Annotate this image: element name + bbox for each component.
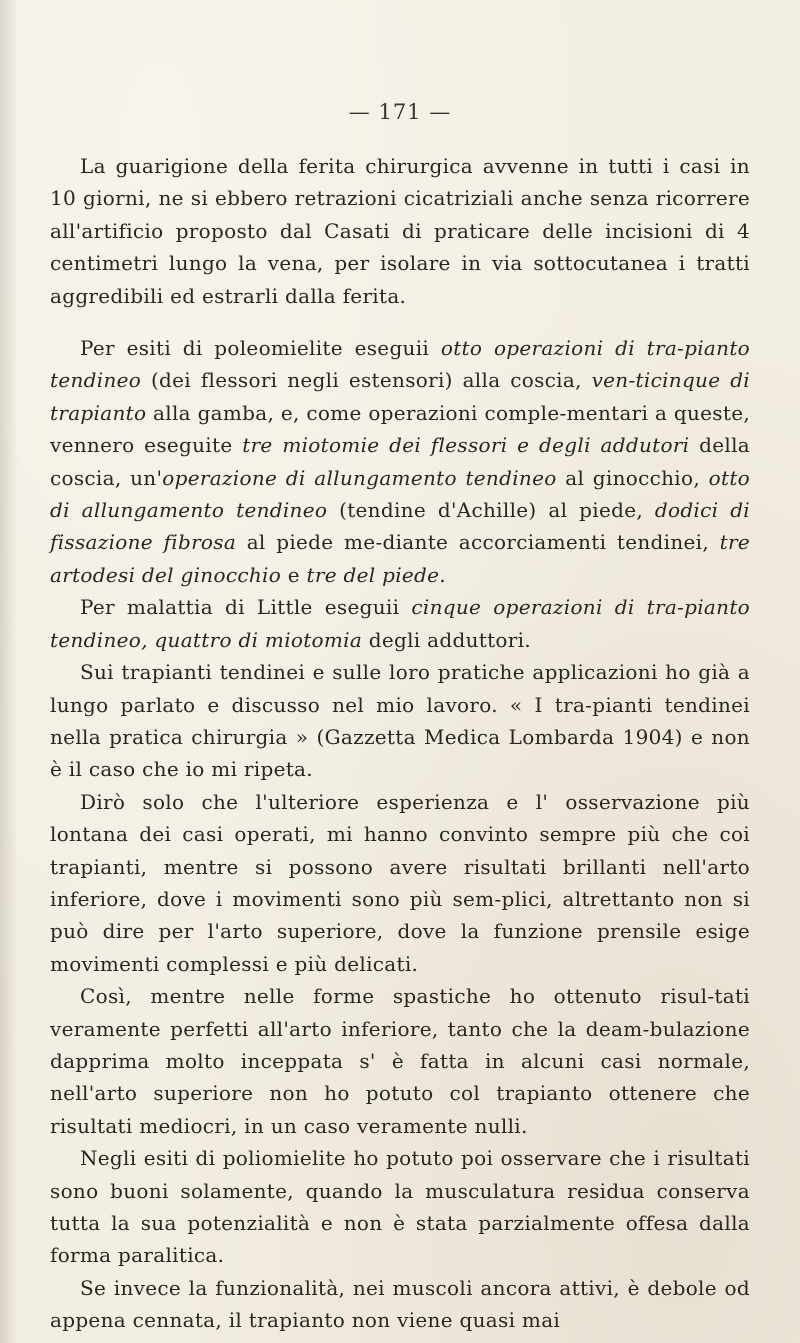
italic-text-run: dodici di fissazione fibrosa xyxy=(50,498,750,555)
italic-text-run: otto operazioni di tra-pianto tendineo xyxy=(50,336,750,393)
paragraph xyxy=(50,656,750,786)
text-run: al piede me-diante accorciamenti tendinei, xyxy=(236,530,720,555)
italic-text-run: ven-ticinque di trapianto xyxy=(50,368,750,425)
italic-text-run: tre del piede. xyxy=(306,562,446,587)
text-run: Per malattia di Little eseguii xyxy=(80,595,412,620)
text-run: Per esiti di poleomielite eseguii xyxy=(80,336,441,361)
page-number: — 171 — xyxy=(348,100,452,124)
paragraph xyxy=(50,786,750,980)
italic-text-run: cinque operazioni di tra-pianto tendineo, quattro di miotomia xyxy=(50,595,750,652)
page-edge-shadow xyxy=(0,0,18,1343)
text-run: (dei flessori negli estensori) alla coscia, xyxy=(141,368,592,393)
paragraph xyxy=(50,591,750,656)
paragraph xyxy=(50,980,750,1142)
text-run: al ginocchio, xyxy=(556,465,709,490)
text-run: La guarigione della ferita chirurgica avvenne in tutti i casi in 10 giorni, ne si ebbero retrazioni cicatriziali anche senza ricorrere all'artificio proposto dal Casati di praticare delle incisioni di 4 centimetri lungo la vena, per isolare in via sottocutanea i tratti aggredibili ed estrarli dalla ferita. xyxy=(50,154,750,308)
body-text xyxy=(50,150,750,1337)
text-run: Dirò solo che l'ulteriore esperienza e l' osservazione più lontana dei casi operati, mi hanno convinto sempre più che coi trapianti, mentre si possono avere risultati brillanti nell'arto inferiore, dove i movimenti sono più sem-plici, altrettanto non si può dire per l'arto superiore, dove la funzione prensile esige movimenti complessi e più delicati. xyxy=(50,789,750,976)
text-run: degli adduttori. xyxy=(362,627,531,652)
text-run: Sui trapianti tendinei e sulle loro pratiche applicazioni ho già a lungo parlato e discusso nel mio lavoro. « I tra-pianti tendinei nella pratica chirurgia » (Gazzetta Medica Lombarda 1904) e non è il caso che io mi ripeta. xyxy=(50,660,750,782)
text-run: Così, mentre nelle forme spastiche ho ottenuto risul-tati veramente perfetti all'arto inferiore, tanto che la deam-bulazione dapprima molto inceppata s' è fatta in alcuni casi normale, nell'arto superiore non ho potuto col trapianto ottenere che risultati mediocri, in un caso veramente nulli. xyxy=(50,984,750,1138)
text-run: Se invece la funzionalità, nei muscoli ancora attivi, è debole od appena cennata, il trapianto non viene quasi mai xyxy=(50,1275,750,1333)
text-run: (tendine d'Achille) al piede, xyxy=(327,498,655,523)
italic-text-run: tre miotomie dei flessori e degli addutori xyxy=(242,433,690,458)
italic-text-run: operazione di allungamento tendineo xyxy=(162,465,557,490)
italic-text-run: tre artodesi del ginocchio xyxy=(50,530,750,587)
paragraph xyxy=(50,332,750,591)
paragraph xyxy=(50,1142,750,1272)
paragraph xyxy=(50,1272,750,1337)
paragraph xyxy=(50,150,750,312)
text-run: Negli esiti di poliomielite ho potuto poi osservare che i risultati sono buoni solamente, quando la musculatura residua conserva tutta la sua potenzialità e non è stata parzialmente offesa dalla forma paralitica. xyxy=(50,1146,750,1268)
italic-text-run: otto di allungamento tendineo xyxy=(50,465,750,523)
text-run: e xyxy=(281,562,307,587)
text-run: della coscia, un' xyxy=(50,433,750,490)
text-run: alla gamba, e, come operazioni comple-mentari a queste, vennero eseguite xyxy=(50,400,750,458)
